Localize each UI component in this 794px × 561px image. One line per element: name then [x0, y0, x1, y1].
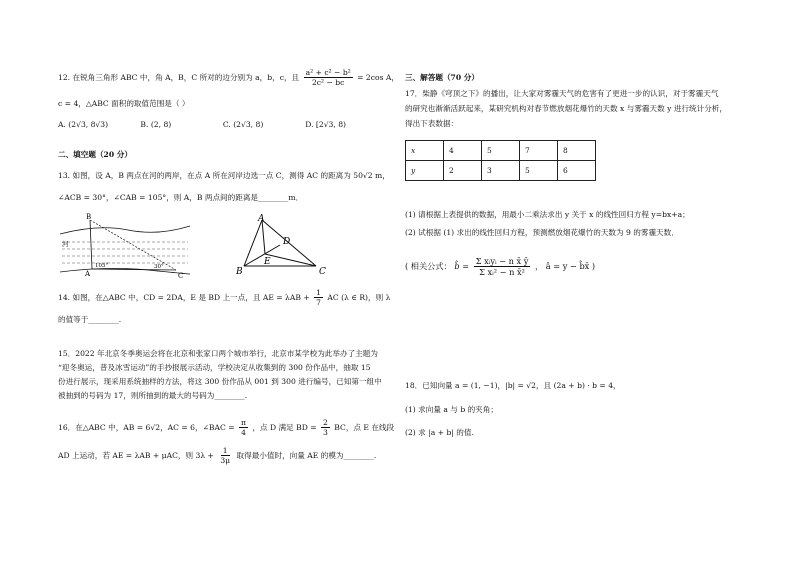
question-17-line-1: 17．柴静《穹顶之下》的播出，让大家对雾霾天气的危害有了更进一步的认识，对于雾霾天气 — [405, 89, 719, 98]
table-cell: x — [406, 141, 444, 161]
q17-formula: ( 相关公式： b̂ = $\frac{\text{Σ xᵢyᵢ − n x̄ ȳ}}{\text{Σ xᵢ² − n x̄²}}$ ， â = y − b̂x̄ ) — [405, 256, 596, 278]
q17-data-table — [405, 140, 596, 181]
triangle-figure — [236, 214, 331, 276]
question-18-line-1: 18．已知向量 a = (1, −1)，|b| = √2，且 (2a + b) · b = 4， — [405, 381, 621, 390]
fig1-label-a: A — [85, 270, 91, 278]
question-18-sub-1: (1) 求向量 a 与 b 的夹角； — [405, 405, 498, 414]
q17-data-table-wrap — [405, 140, 596, 181]
question-14-line-2: 的值等于________. — [58, 315, 122, 324]
question-12-options — [58, 120, 385, 129]
question-15-line-3: 份进行展示，现采用系统抽样的方法，将这 300 份作品从 001 到 300 进行编号，已知第一组中 — [58, 377, 382, 386]
fig1-label-river: 河 — [62, 240, 69, 248]
question-12-line-1: 12. 在锐角三角形 ABC 中，角 A，B，C 所对的边分别为 a，b，c，且 $\frac{\text{a² + c² − b²}}{\text{2c² − bc}}$ = 2cos A， — [58, 68, 399, 88]
table-cell: 4 — [444, 141, 482, 161]
table-cell: 8 — [558, 141, 596, 161]
question-12-line-2: c = 4，△ABC 面积的取值范围是（ ） — [58, 99, 190, 108]
table-cell: 7 — [520, 141, 558, 161]
table-row — [406, 161, 596, 181]
question-15-line-2: “迎冬奥运，普及冰雪运动”的手抄报展示活动，学校决定从收集到的 300 份作品中，抽取 15 — [58, 363, 371, 372]
question-17-sub-1: (1) 请根据上表提供的数据，用最小二乘法求出 y 关于 x 的线性回归方程 y=bx+a； — [405, 210, 690, 219]
fig2-label-d: D — [283, 237, 291, 247]
fig2-label-b: B — [236, 267, 243, 276]
table-cell: y — [406, 161, 444, 181]
q16-fraction-2-3: $\frac{2}{3}$ — [323, 418, 328, 438]
question-17-line-3: 得出下表数据： — [405, 119, 459, 128]
q12-option-b: B. (2, 8) — [140, 120, 172, 129]
table-cell: 5 — [520, 161, 558, 181]
question-13-line-1: 13. 如图，设 A，B 两点在河的两岸，在点 A 所在河岸边选一点 C，测得 AC 的距离为 50√2 m， — [58, 171, 390, 180]
q17-formula-fraction: $\frac{\text{Σ xᵢyᵢ − n x̄ ȳ}}{\text{Σ xᵢ² − n x̄²}}$ — [475, 256, 529, 278]
q16-fraction-pi-4: $\frac{\pi}{4}$ — [241, 418, 247, 438]
table-cell: 6 — [558, 161, 596, 181]
table-cell: 5 — [482, 141, 520, 161]
table-cell: 3 — [482, 161, 520, 181]
q14-fraction: $\frac{1}{7}$ — [316, 288, 321, 308]
table-cell: 2 — [444, 161, 482, 181]
question-16-line-1: 16．在△ABC 中，AB = 6√2，AC = 6，∠BAC = $\frac{\pi}{4}$ ，点 D 满足 BD = $\frac{2}{3}$ BC，点 E 在线段 — [58, 418, 395, 438]
question-15-line-1: 15．2022 年北京冬季奥运会将在北京和张家口两个城市举行，北京市某学校为此举办了主题为 — [58, 349, 378, 358]
fig2-label-a: A — [258, 214, 265, 224]
table-row — [406, 141, 596, 161]
question-15-line-4: 被抽到的号码为 17，则所抽到的最大的号码为________. — [58, 391, 248, 400]
fig2-label-c: C — [319, 267, 326, 276]
question-17-sub-2: (2) 试根据 (1) 求出的线性回归方程，预测燃放烟花爆竹的天数为 9 的雾霾天数． — [405, 228, 679, 237]
fig1-angle-105: 105° — [95, 263, 109, 269]
question-16-line-2: AD 上运动，若 AE = λAB + μAC，则 3λ + $\frac{1}{3\mu}$ 取得最小值时，向量 AE 的模为________. — [58, 446, 377, 466]
section-3-heading: 三、解答题（70 分） — [405, 73, 479, 82]
q16-fraction-1-3mu: $\frac{1}{3\mu}$ — [220, 446, 231, 466]
question-18-sub-2: (2) 求 |a + b| 的值. — [405, 428, 474, 437]
q12-option-c: C. (2√3, 8) — [222, 120, 264, 129]
question-17-line-2: 的研究也渐渐活跃起来，某研究机构对春节燃放烟花爆竹的天数 x 与雾霾天数 y 进行统计分析， — [405, 104, 727, 113]
section-2-heading: 二、填空题（20 分） — [58, 150, 132, 159]
river-figure — [58, 212, 193, 280]
question-13-line-2: ∠ACB = 30°，∠CAB = 105°，则 A，B 两点间的距离是________m． — [58, 193, 304, 202]
fig2-label-e: E — [264, 257, 271, 267]
question-14-line-1: 14. 如图，在△ABC 中，CD = 2DA，E 是 BD 上一点，且 AE = λAB + $\frac{1}{7}$ AC (λ ∈ R)，则 λ — [58, 288, 391, 308]
q12-option-d: D. [2√3, 8) — [305, 120, 346, 129]
q12-fraction: $\frac{\text{a² + c² − b²}}{\text{2c² − bc}}$ — [305, 68, 351, 88]
q12-option-a: A. (2√3, 8√3) — [58, 120, 109, 129]
fig1-label-c: C — [178, 272, 184, 280]
fig1-angle-30: 30° — [154, 264, 164, 270]
fig1-label-b: B — [86, 213, 92, 221]
